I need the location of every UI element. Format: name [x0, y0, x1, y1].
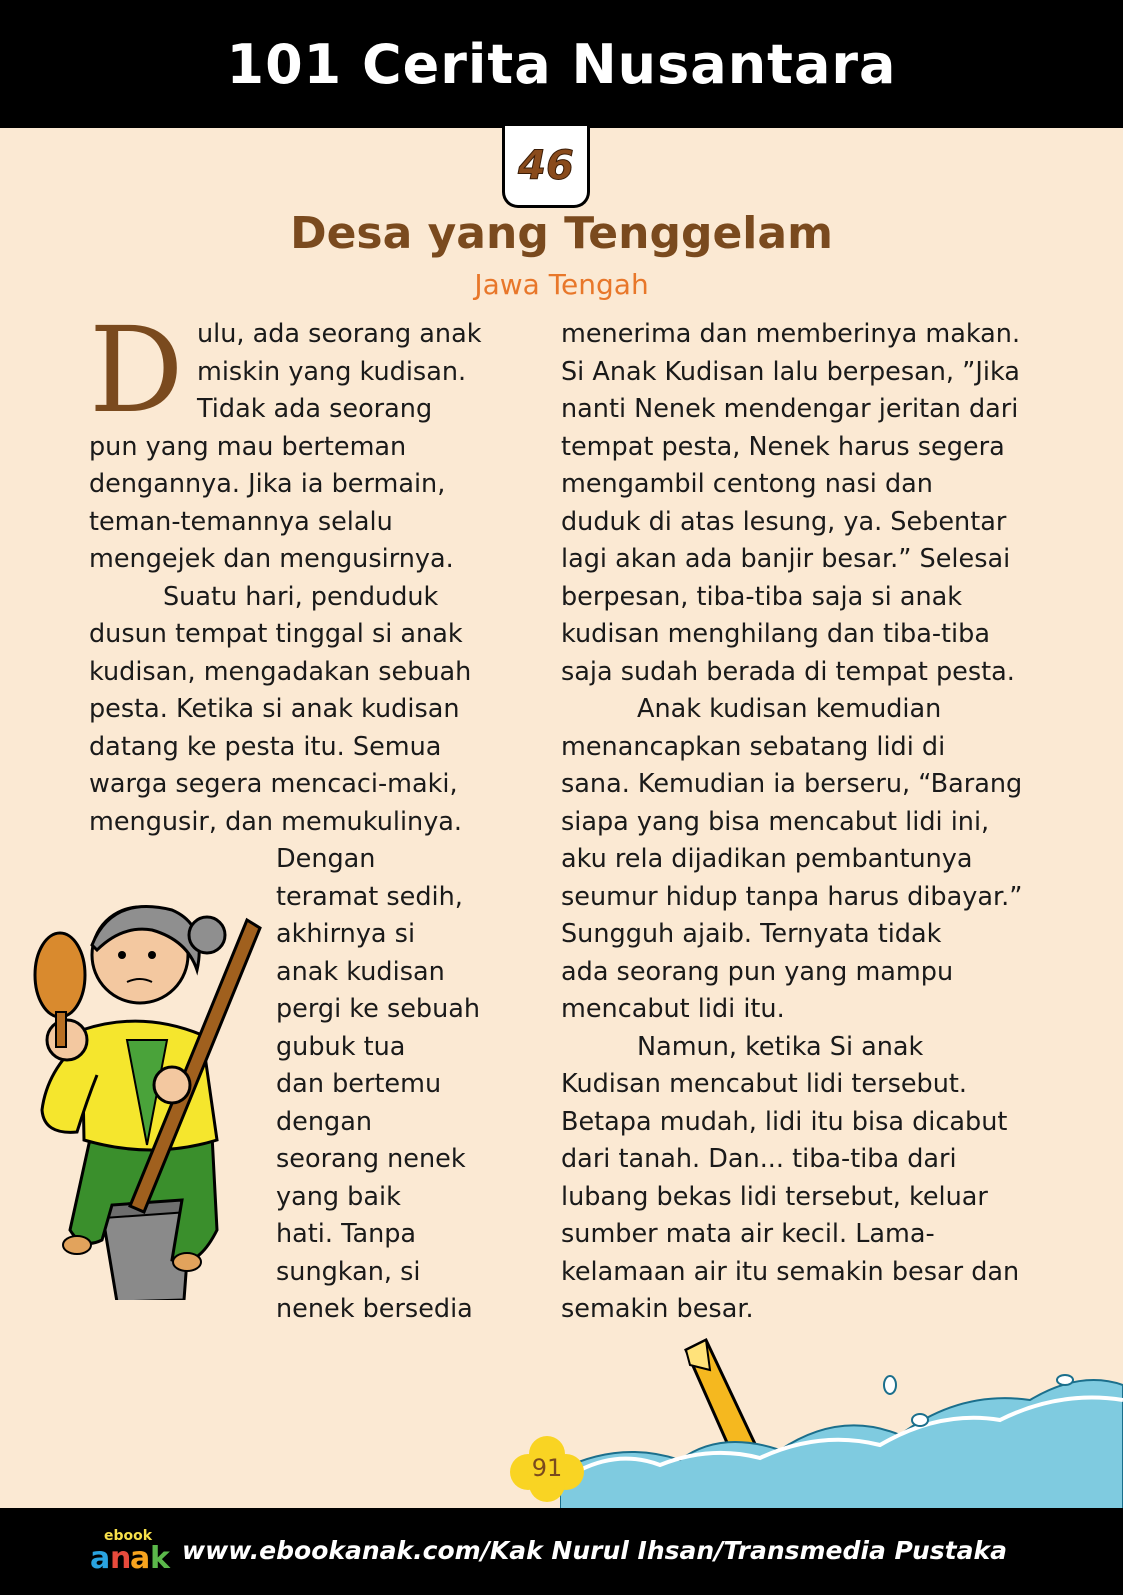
grandma-illustration	[22, 900, 272, 1300]
text-line: sungkan, si	[276, 1256, 421, 1287]
footer-bar	[0, 1508, 1123, 1595]
dropcap-letter: D	[89, 301, 184, 439]
text-line: menerima dan memberinya makan.	[561, 319, 1021, 349]
svg-text:n: n	[110, 1541, 132, 1574]
text-line: mengusir, dan memukulinya.	[89, 806, 463, 837]
text-line: berpesan, tiba-tiba saja si anak	[561, 581, 963, 612]
text-line: teramat sedih,	[276, 881, 463, 912]
text-line: nenek bersedia	[276, 1294, 473, 1324]
text-line: akhirnya si	[276, 919, 416, 949]
svg-text:ebook: ebook	[104, 1528, 153, 1544]
footer-credit: www.ebookanak.com/Kak Nurul Ihsan/Transmedia Pustaka	[182, 1536, 1007, 1565]
text-line: sana. Kemudian ia berseru, “Barang	[561, 769, 1023, 799]
text-line: siapa yang bisa mencabut lidi ini,	[561, 806, 990, 837]
text-line: mencabut lidi itu.	[561, 994, 785, 1024]
text-line: tempat pesta, Nenek harus segera	[561, 431, 1005, 462]
text-line: dari tanah. Dan... tiba-tiba dari	[561, 1144, 957, 1174]
book-header	[0, 0, 1123, 128]
text-line: pun yang mau berteman	[89, 431, 407, 462]
text-line: saja sudah berada di tempat pesta.	[561, 656, 1015, 687]
text-line: kudisan menghilang dan tiba-tiba	[561, 619, 990, 649]
text-line: Tidak ada seorang	[197, 394, 433, 424]
page-number: 91	[531, 1454, 563, 1482]
text-line: teman-temannya selalu	[89, 506, 393, 537]
text-line: dengan	[276, 1106, 373, 1137]
text-line: seorang nenek	[276, 1144, 466, 1174]
text-line: anak kudisan	[276, 956, 445, 987]
text-line: kudisan, mengadakan sebuah	[89, 656, 472, 687]
flood-waves-illustration	[560, 1330, 1123, 1510]
text-line: hati. Tanpa	[276, 1219, 417, 1249]
text-line: datang ke pesta itu. Semua	[89, 731, 442, 762]
story-number-badge	[502, 126, 590, 208]
story-title: Desa yang Tenggelam	[290, 208, 833, 259]
text-line: gubuk tua	[276, 1031, 406, 1062]
text-line: semakin besar.	[561, 1294, 754, 1324]
text-line: dusun tempat tinggal si anak	[89, 619, 463, 649]
book-title: 101 Cerita Nusantara	[226, 32, 897, 96]
left-column	[89, 301, 489, 841]
svg-text:k: k	[150, 1541, 170, 1574]
text-line: Namun, ketika Si anak	[637, 1031, 924, 1062]
svg-text:a: a	[90, 1541, 111, 1574]
text-line: Dengan	[276, 844, 376, 874]
text-line: Kudisan mencabut lidi tersebut.	[561, 1069, 967, 1099]
left-column-narrow	[276, 841, 506, 1329]
text-line: nanti Nenek mendengar jeritan dari	[561, 394, 1019, 424]
text-line: Betapa mudah, lidi itu bisa dicabut	[561, 1106, 1008, 1137]
text-line: mengejek dan mengusirnya.	[89, 544, 454, 574]
text-line: duduk di atas lesung, ya. Sebentar	[561, 506, 1007, 537]
text-line: aku rela dijadikan pembantunya	[561, 844, 973, 874]
text-line: sumber mata air kecil. Lama-	[561, 1219, 935, 1249]
text-line: Si Anak Kudisan lalu berpesan, ”Jika	[561, 356, 1020, 387]
text-line: pergi ke sebuah	[276, 994, 481, 1024]
dropcap-lines	[197, 316, 481, 429]
text-line: warga segera mencaci-maki,	[89, 769, 458, 799]
text-line: Anak kudisan kemudian	[637, 694, 942, 724]
text-line: miskin yang kudisan.	[197, 356, 467, 387]
text-line: seumur hidup tanpa harus dibayar.”	[561, 881, 1023, 912]
right-column	[561, 316, 1021, 1329]
text-line: Suatu hari, penduduk	[163, 581, 439, 612]
story-number: 46	[518, 142, 574, 189]
story-region: Jawa Tengah	[474, 268, 649, 301]
text-line: Sungguh ajaib. Ternyata tidak	[561, 919, 942, 949]
svg-text:a: a	[130, 1541, 151, 1574]
text-line: lagi akan ada banjir besar.” Selesai	[561, 544, 1011, 574]
text-line: menancapkan sebatang lidi di	[561, 731, 946, 762]
text-line: dan bertemu	[276, 1069, 442, 1099]
text-line: lubang bekas lidi tersebut, keluar	[561, 1181, 988, 1212]
text-line: dengannya. Jika ia bermain,	[89, 469, 446, 499]
text-line: ada seorang pun yang mampu	[561, 956, 954, 987]
text-line: ulu, ada seorang anak	[197, 319, 482, 349]
ebookanak-logo	[90, 1522, 180, 1574]
page-number-badge	[506, 1432, 588, 1504]
dropcap-block	[89, 301, 489, 439]
text-line: yang baik	[276, 1181, 401, 1212]
text-line: mengambil centong nasi dan	[561, 469, 933, 499]
text-line: kelamaan air itu semakin besar dan	[561, 1256, 1020, 1287]
text-line: pesta. Ketika si anak kudisan	[89, 694, 460, 724]
